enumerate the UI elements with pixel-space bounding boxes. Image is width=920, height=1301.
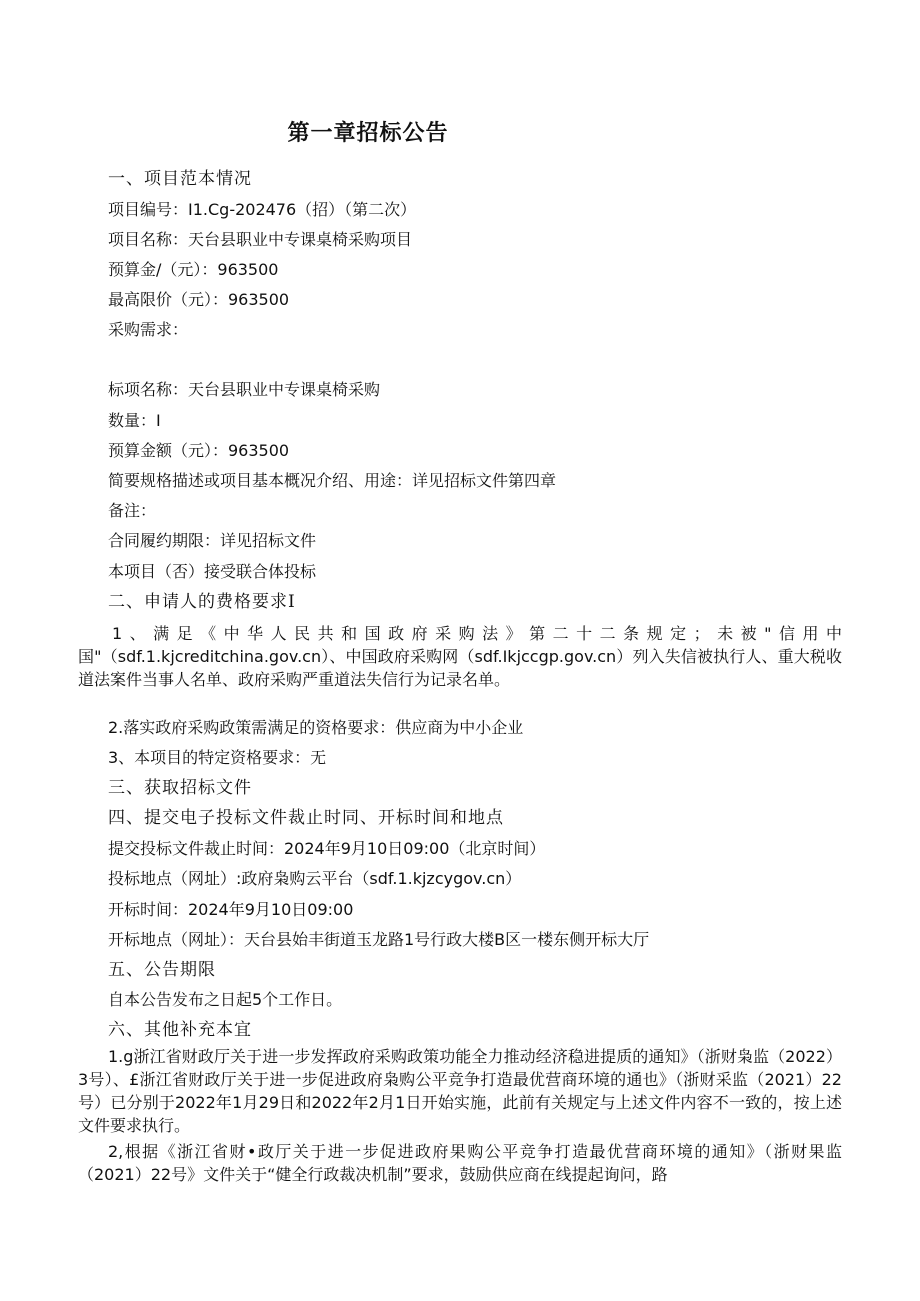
bid-location: 投标地点（网址）:政府枭购云平台（sdf.1.kjzcygov.cn） (108, 869, 522, 888)
notice-period-text: 自本公告发布之日起5个工作日。 (108, 990, 343, 1009)
supplement-item-1-text: 1.g浙江省财政厅关于进一步发挥政府采购政策功能全力推动经济稳进提质的通知》（浙财枭监（2022）3号）、£浙江省财政厅关于进一步促进政府枭购公平竞争打造最优营商环境的通也》（浙财采监（2021）22号）已分别于2022年1月29日和2022年2月1日开始实施，此前有关规定与上述文件内容不一致的，按上述文件要求执行。 (78, 1047, 842, 1135)
project-name: 项目名称：天台县职业中专课桌椅采购项目 (108, 230, 413, 249)
qualification-item-1 (78, 622, 842, 691)
section-heading-project-info: 一、项目范本情况 (108, 169, 252, 189)
project-max-price: 最高限价（元）：963500 (108, 290, 290, 309)
supplement-item-2 (78, 1140, 842, 1186)
project-budget: 预算金/（元）：963500 (108, 260, 279, 279)
qualification-item-2: 2.落实政府采购政策需满足的资格要求：供应商为中小企业 (108, 718, 524, 737)
section-heading-supplement: 六、其他补充本宜 (108, 1020, 252, 1040)
lot-contract-period: 合同履约期限：详见招标文件 (108, 531, 317, 550)
procurement-requirement-label: 采购需求： (108, 320, 189, 339)
supplement-item-2-text: 2,根据《浙江省财•政厅关于进一步促进政府果购公平竞争打造最优营商环境的通知》（浙财果监（2021）22号》文件关于“健全行政裁决机制”要求，鼓励供应商在线提起询问，路 (78, 1142, 842, 1184)
supplement-item-1 (78, 1045, 842, 1137)
lot-name: 标项名称：天台县职业中专课桌椅采购 (108, 380, 381, 399)
lot-consortium: 本项目（否）接受联合体投标 (108, 562, 317, 581)
section-heading-qualification: 二、申请人的费格要求I (108, 592, 296, 612)
qualification-item-1-text: 1、满足《中华人民共和国政府采购法》第二十二条规定；未被"信用中国"（sdf.1.kjcreditchina.gov.cn）、中国政府采购网（sdf.Ikjccgp.gov.cn）列入失信被执行人、重大税收道法案件当事人名单、政府采购严重道法失信行为记录名单。 (78, 624, 842, 689)
lot-remark: 备注： (108, 501, 157, 520)
section-heading-notice-period: 五、公告期限 (108, 960, 216, 980)
opening-time: 开标时间：2024年9月10日09:00 (108, 900, 354, 919)
section-heading-deadline: 四、提交电子投标文件裁止时同、开标时间和地点 (108, 808, 504, 828)
submission-deadline: 提交投标文件裁止时间：2024年9月10日09:00（北京时间） (108, 839, 546, 858)
lot-spec: 简要规格描述或项目基本概况介绍、用途：详见招标文件第四章 (108, 471, 557, 490)
qualification-item-3: 3、本项目的特定资格要求：无 (108, 748, 327, 767)
page-title: 第一章招标公告 (287, 121, 449, 146)
lot-budget: 预算金额（元）：963500 (108, 441, 290, 460)
section-heading-obtain-docs: 三、获取招标文件 (108, 778, 252, 798)
opening-location: 开标地点（网址）：天台县始丰街道玉龙路1号行政大楼B区一楼东侧开标大厅 (108, 930, 650, 949)
project-number: 项目编号：I1.Cg-202476（招）（第二次） (108, 200, 417, 219)
lot-quantity: 数量：I (108, 411, 161, 430)
